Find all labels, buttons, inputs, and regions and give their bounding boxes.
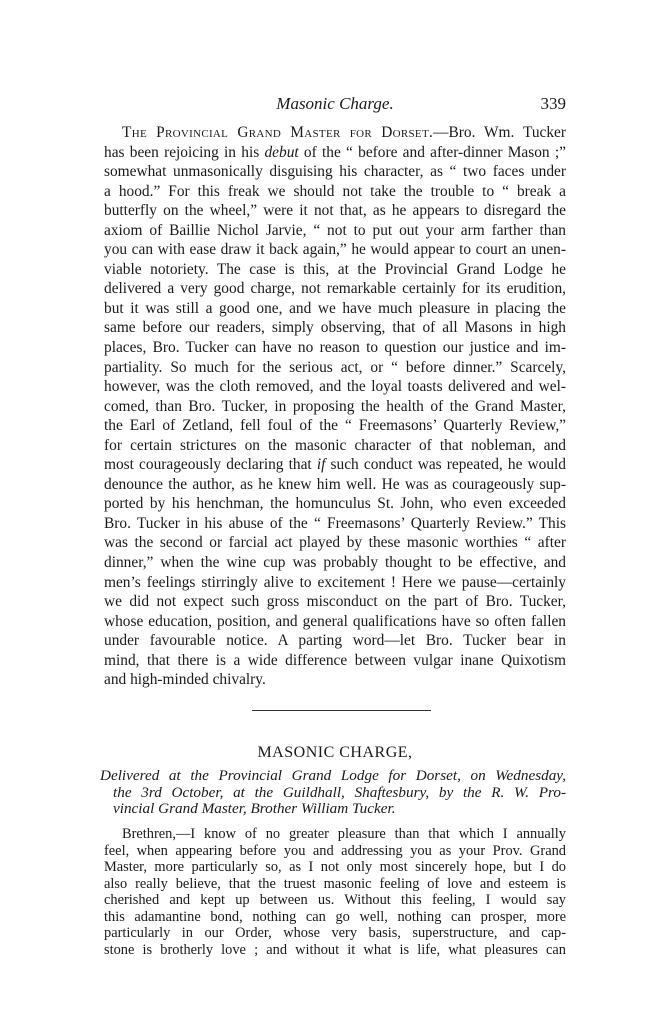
text-line: comed, than Bro. Tucker, in proposing the health of the Grand Master,: [104, 397, 566, 415]
text-line: Master, more particularly so, as I not only most sincerely hope, but I do: [104, 859, 566, 875]
running-title: Masonic Charge.: [276, 94, 394, 113]
text-line: mind, that there is a wide difference between vulgar inane Quixotism: [104, 651, 566, 669]
text-line: most courageously declaring that if such conduct was repeated, he would: [104, 456, 567, 474]
text-line: Brethren,—I know of no greater pleasure than that which I annually: [122, 826, 566, 842]
text-line: a hood.” For this freak we should not take the trouble to “ break a: [104, 182, 566, 200]
text-line: particularly in our Order, whose very basis, superstructure, and cap-: [104, 925, 566, 941]
text-line: feel, when appearing before you and addressing you as your Prov. Grand: [104, 842, 566, 859]
text-line: stone is brotherly love ; and without it what is life, what pleasures can: [104, 941, 566, 958]
text-line: this adamantine bond, nothing can go well, nothing can prosper, more: [104, 908, 566, 925]
text-line: delivered a very good charge, not remarkable certainly for its erudition,: [104, 280, 566, 298]
text-line: same before our readers, simply observing, that of all Masons in high: [104, 319, 566, 337]
running-head: [104, 94, 566, 116]
section-heading: MASONIC CHARGE,: [257, 744, 413, 761]
text-line: and high-minded chivalry.: [104, 671, 266, 689]
text-line: under favourable notice. A parting word—let Bro. Tucker bear in: [104, 632, 566, 650]
section-subtitle: [100, 768, 566, 818]
text-line: places, Bro. Tucker can have no reason to question our justice and im-: [104, 339, 566, 357]
editorial-paragraph: [104, 123, 566, 690]
text-line: viable notoriety. The case is this, at the Provincial Grand Lodge he: [104, 260, 566, 278]
text-line: ported by his henchman, the homunculus St. John, who even exceeded: [104, 495, 566, 513]
text-line: somewhat unmasonically disguising his character, as “ two faces under: [104, 163, 566, 181]
subtitle-line: vincial Grand Master, Brother William Tucker.: [113, 800, 396, 817]
text-line: axiom of Baillie Nichol Jarvie, “ not to put out your arm farther than: [104, 221, 566, 239]
text-line: The Provincial Grand Master for Dorset.—Bro. Wm. Tucker: [122, 124, 566, 141]
text-line: however, was the cloth removed, and the loyal toasts delivered and wel-: [104, 378, 566, 396]
italic-word: debut: [264, 143, 299, 161]
text-line: for certain strictures on the masonic character of that nobleman, and: [104, 436, 566, 454]
lead-smallcaps: The Provincial Grand Master for Dorset.: [122, 124, 434, 141]
text-line: men’s feelings stirringly alive to excitement ! Here we pause—certainly: [104, 573, 566, 591]
page-number: 339: [540, 94, 566, 113]
subtitle-line: the 3rd October, at the Guildhall, Shaftesbury, by the R. W. Pro-: [113, 783, 566, 801]
subtitle-line: Delivered at the Provincial Grand Lodge for Dorset, on Wednesday,: [100, 767, 566, 784]
text-line: butterfly on the wheel,” were it not that, as he appears to disregard the: [104, 202, 566, 220]
text-line: was the second or farcial act played by these masonic worthies “ after: [104, 534, 566, 552]
text-line: denounce the author, as he knew him well. He was as courageously sup-: [104, 475, 566, 493]
text-line: we did not expect such gross misconduct on the part of Bro. Tucker,: [104, 593, 566, 611]
text-line: the Earl of Zetland, fell foul of the “ Freemasons’ Quarterly Review,”: [104, 417, 566, 435]
section-divider: [252, 710, 431, 711]
italic-word: if: [316, 456, 326, 474]
text-line: also really believe, that the truest masonic feeling of love and esteem is: [104, 875, 566, 892]
text-line: you can with ease draw it back again,” he would appear to court an unen-: [104, 241, 566, 259]
text-line: partiality. So much for the serious act, or “ before dinner.” Scarcely,: [104, 358, 566, 376]
text-line: has been rejoicing in his debut of the “ before and after-dinner Mason ;”: [104, 143, 566, 161]
charge-paragraph: [104, 826, 566, 958]
text-line: cherished and kept up between us. Without this feeling, I would say: [104, 892, 566, 908]
text-line: Bro. Tucker in his abuse of the “ Freemasons’ Quarterly Review.” This: [104, 514, 566, 532]
text-line: but it was still a good one, and we have much pleasure in placing the: [104, 299, 566, 317]
text-line: dinner,” when the wine cup was probably thought to be effective, and: [104, 554, 566, 572]
text-line: whose education, position, and general qualifications have so often fallen: [104, 612, 566, 630]
